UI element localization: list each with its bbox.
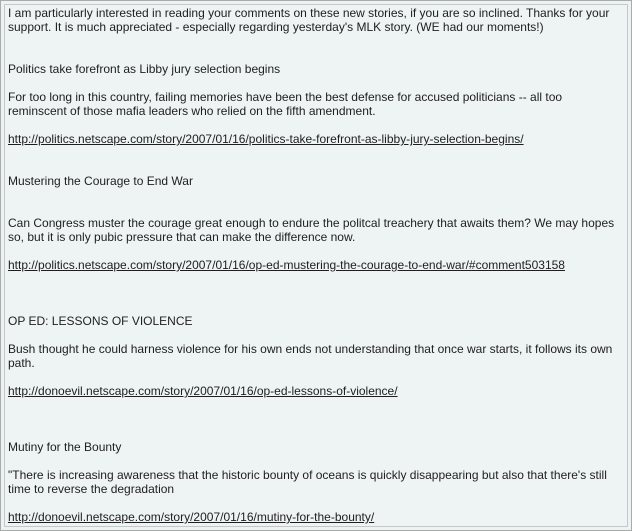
story-link[interactable]: http://politics.netscape.com/story/2007/01/16/op-ed-mustering-the-courage-to-end-war/#comment503158 [8,258,565,272]
story-body: Can Congress muster the courage great enough to endure the politcal treachery that awaits them? We may hopes so, but it is only pubic pressure that can make the difference now. [8,216,615,244]
spacer [8,244,626,258]
spacer [8,454,626,468]
spacer [8,370,626,384]
intro-text: I am particularly interested in reading your comments on these new stories, if you are so inclined. Thanks for your support. It is much appreciated - especially regarding yesterday's MLK story. (WE had our moments!) [8,6,610,34]
story-link[interactable]: http://donoevil.netscape.com/story/2007/01/16/mutiny-for-the-bounty/ [8,510,375,524]
story-title: OP ED: LESSONS OF VIOLENCE [8,314,193,328]
spacer [8,118,626,132]
spacer [8,328,626,342]
spacer [8,426,626,440]
story-body: For too long in this country, failing memories have been the best defense for accused politicians -- all too reminscent of those mafia leaders who relied on the fifth amendment. [8,90,563,118]
story-title: Mutiny for the Bounty [8,440,122,454]
story-body: Bush thought he could harness violence for his own ends not understanding that once war starts, it follows its own path. [8,342,613,370]
comment-text-area[interactable] [4,4,628,527]
spacer [8,496,626,510]
story-title: Mustering the Courage to End War [8,174,193,188]
spacer [8,188,626,216]
spacer [8,300,626,314]
story-title: Politics take forefront as Libby jury selection begins [8,62,281,76]
comment-content [8,6,626,524]
story-link[interactable]: http://donoevil.netscape.com/story/2007/01/16/op-ed-lessons-of-violence/ [8,384,398,398]
story-body: "There is increasing awareness that the historic bounty of oceans is quickly disappearing but also that there's still time to reverse the degradation [8,468,607,496]
spacer [8,76,626,90]
spacer [8,272,626,300]
spacer [8,146,626,174]
spacer [8,34,626,62]
spacer [8,398,626,426]
story-link[interactable]: http://politics.netscape.com/story/2007/01/16/politics-take-forefront-as-libby-jury-selection-begins/ [8,132,524,146]
